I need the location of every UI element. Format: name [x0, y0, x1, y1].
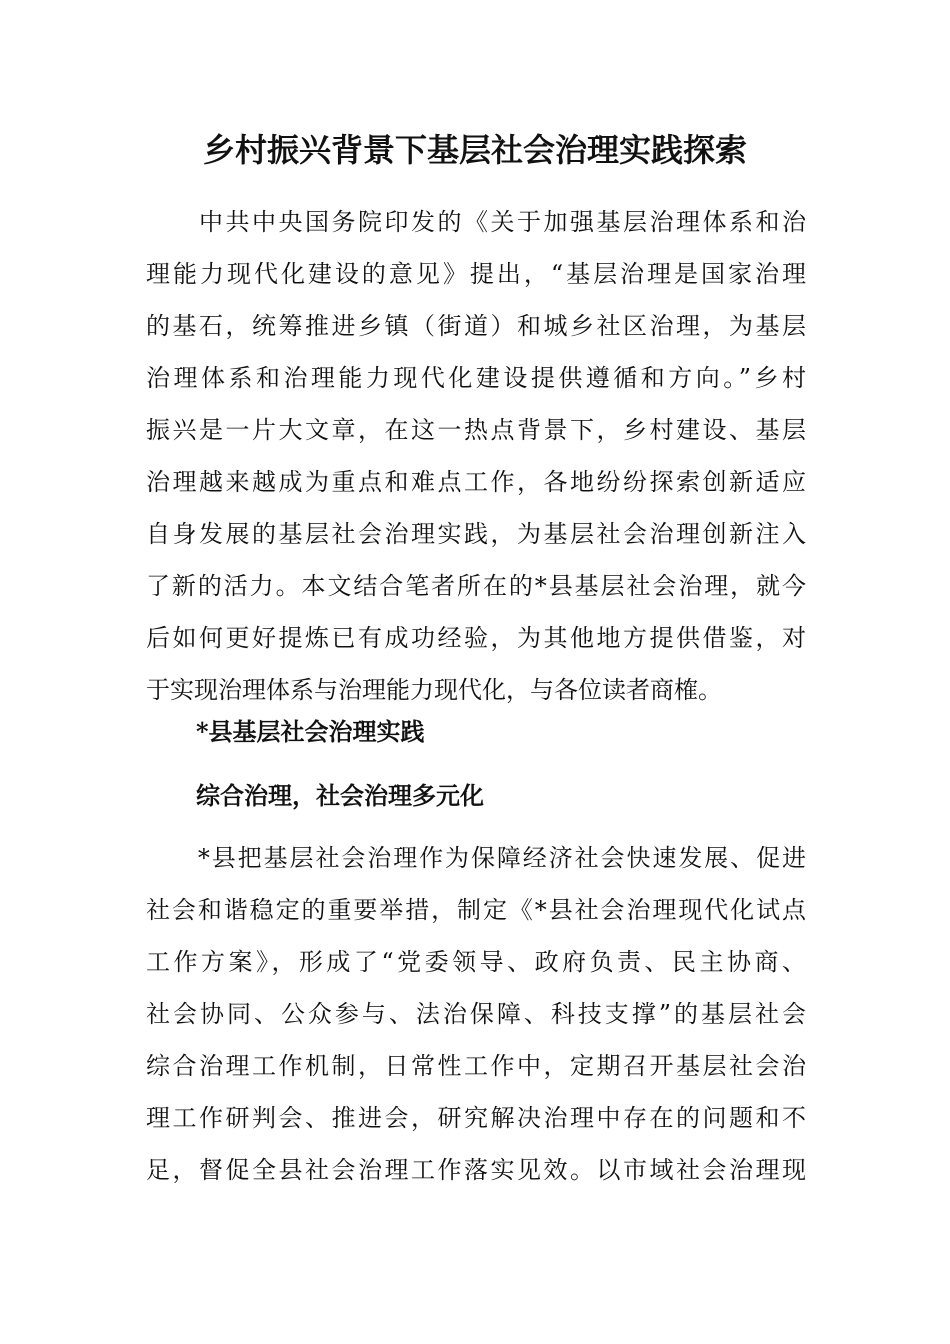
- text-line: 社会和谐稳定的重要举措，制定《*县社会治理现代化试点: [146, 896, 806, 924]
- text-line: 理工作研判会、推进会，研究解决治理中存在的问题和不: [146, 1104, 806, 1132]
- text-line: *县把基层社会治理作为保障经济社会快速发展、促进: [146, 844, 806, 872]
- text-line: 理能力现代化建设的意见》提出，“基层治理是国家治理: [146, 260, 806, 288]
- text-line: 后如何更好提炼已有成功经验，为其他地方提供借鉴，对: [146, 624, 806, 652]
- text-line: 振兴是一片大文章，在这一热点背景下，乡村建设、基层: [146, 416, 806, 444]
- text-line: 足，督促全县社会治理工作落实见效。以市域社会治理现: [146, 1156, 806, 1184]
- text-line: 综合治理工作机制，日常性工作中，定期召开基层社会治: [146, 1052, 806, 1080]
- paragraph-intro: [146, 196, 806, 716]
- text-line: 治理越来越成为重点和难点工作，各地纷纷探索创新适应: [146, 468, 806, 496]
- text-line: 自身发展的基层社会治理实践，为基层社会治理创新注入: [146, 520, 806, 548]
- text-line: 于实现治理体系与治理能力现代化，与各位读者商榷。: [146, 676, 722, 704]
- text-line: 治理体系和治理能力现代化建设提供遵循和方向。”乡村: [146, 364, 806, 392]
- section-heading: *县基层社会治理实践: [196, 717, 425, 746]
- text-line: 了新的活力。本文结合笔者所在的*县基层社会治理，就今: [146, 572, 806, 600]
- text-line: 的基石，统筹推进乡镇（街道）和城乡社区治理，为基层: [146, 312, 806, 340]
- text-line: 社会协同、公众参与、法治保障、科技支撑”的基层社会: [146, 1000, 806, 1028]
- paragraph-section: [146, 832, 806, 1196]
- subsection-heading: 综合治理，社会治理多元化: [196, 781, 484, 810]
- text-line: 工作方案》，形成了“党委领导、政府负责、民主协商、: [146, 948, 806, 976]
- text-line: 中共中央国务院印发的《关于加强基层治理体系和治: [146, 208, 806, 236]
- document-title: 乡村振兴背景下基层社会治理实践探索: [202, 131, 747, 169]
